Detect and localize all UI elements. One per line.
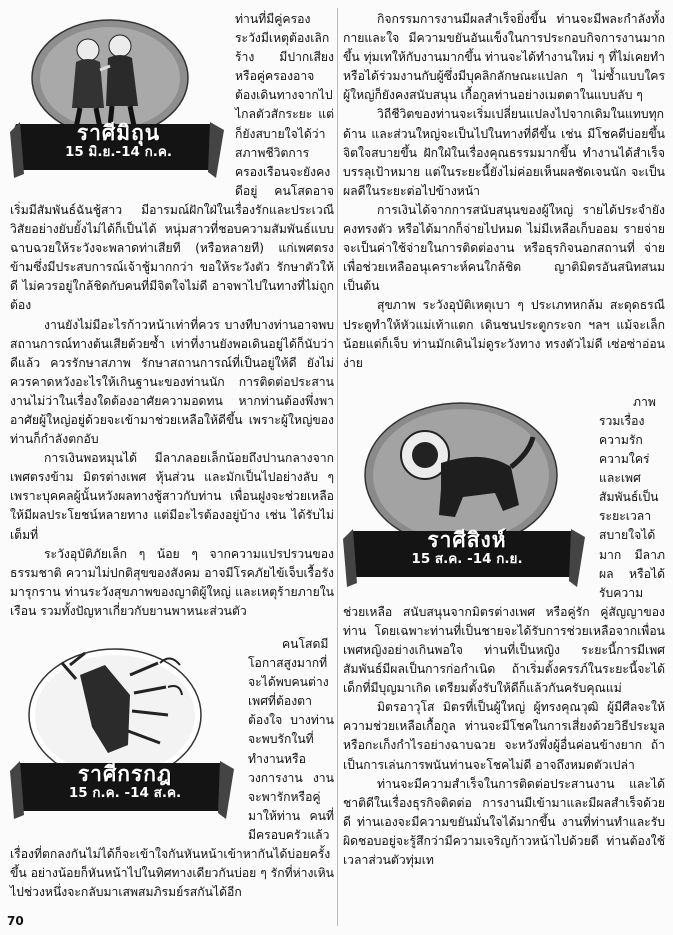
cancer-paragraph-5: สุขภาพ ระวังอุบัติเหตุเบา ๆ ประเภทหกล้ม สะดุดธรณีประตูทำให้หัวแม่เท้าแตก เดินชนประตูกระจก ฯลฯ แม้จะเล็กน้อยแต่ก็เจ็บ ท่านมักเดินไม่ดูระวังทาง ทรงตัวไม่ดี เซ่อซ่าอ่อนง่าย [343, 298, 665, 370]
gemini-sign-name: ราศีมิถุน [76, 121, 161, 145]
cancer-sign-name: ราศีกรกฎ [77, 762, 173, 786]
gemini-paragraph-2: งานยังไม่มีอะไรก้าวหน้าเท่าที่ควร บางทีบางท่านอาจพบสถานการณ์ทางต้นเสียด้วยซ้ำ เท่าที่งานยังพอเดินอยู่ได้ก็นับว่าดีแล้ว ควรรักษาสภาพ รักษาสถานการณ์ที่เป็นอยู่ให้ดี ยังไม่ควรคาดหวังอะไรให้เกินฐานะของท่านนัก การติดต่อประสานงานไม่ว่าในเรื่องใดต้องอาศัยความอดทน หากท่านต้องพึ่งพาอาศัยผู้ใหญ่อยู่ด้วยจะเข้ามาช่วยเหลือให้ดีขึ้น เพราะผู้ใหญ่ของท่านก็กำลังตกอับ [10, 317, 334, 447]
gemini-twins-icon [10, 10, 227, 196]
leo-paragraph-1: ภาพรวมเรื่องความรัก ความใคร่ และเพศสัมพันธ์เป็นระยะเวลาสบายใจได้มาก มีลาภผล หรือได้รับความช่วยเหลือ สนับสนุนจากมิตรต่างเพศ หรือคู่รัก คู่สัญญาของท่าน โดยเฉพาะท่านที่เป็นชายจะได้รับการช่วยเหลือจากเพื่อนเพศหญิงอย่างเกินพอใจ ท่านที่เป็นหญิง ระยะนี้การมีเพศสัมพันธ์มีผลเป็นการก่อกำเนิด ถ้าเริ่มตั้งครรภ์ในระยะนี้จะได้เด็กที่มีบุญมาเกิด เตรียมตั้งรับให้ดีก็แล้วกันครับคุณแม่ [343, 394, 665, 696]
leo-banner [343, 527, 591, 569]
leo-medallion [343, 393, 591, 593]
left-column [10, 10, 334, 902]
right-column [343, 10, 665, 870]
gemini-medallion [10, 10, 227, 196]
cancer-paragraph-2: กิจกรรมการงานมีผลสำเร็จยิ่งขึ้น ท่านจะมีพละกำลังทั้งกายและใจ มีความขยันอันแข็งในการประกอบกิจการงานมากขึ้น ทุ่มเทให้กับงานมากขึ้น ท่านจะได้ทำงานใหม่ ๆ ที่ไม่เคยทำ หรือได้ร่วมงานกับผู้ซึ่งมีบุคลิกลักษณะแปลก ๆ ไม่ซ้ำแบบใคร ผู้ใหญ่ก็ยังคงสนับสนุน เกื้อกูลท่านอย่างเมตตาในแบบลับ ๆ [343, 12, 665, 103]
gemini-sign-dates: 15 มิ.ย.-14 ก.ค. [64, 144, 173, 161]
leo-sign-dates: 15 ส.ค. -14 ก.ย. [411, 550, 523, 567]
column-divider [337, 8, 338, 926]
cancer-banner [10, 762, 240, 803]
gemini-paragraph-3: การเงินพอหมุนได้ มีลาภลอยเล็กน้อยถึงปานกลางจากเพศตรงข้าม มิตรต่างเพศ หุ้นส่วน และมักเป็นไปอย่างลับ ๆ เพราะบุคคลผู้นั้นหวังผลทางชู้สาวกับท่าน เพื่อนฝูงจะช่วยเหลือให้มีผลประโยชน์หลายทาง แต่มีอะไรต้องอยู่บ้าง เช่น ได้รับไม่เต็มที่ [10, 451, 334, 542]
leo-paragraph-3: ท่านจะมีความสำเร็จในการติดต่อประสานงาน และได้ชาติดีในเรื่องธุรกิจติดต่อ การงานมีเข้ามาและมีผลสำเร็จด้วยดี ท่านเองจะมีความขยันมั่นใจได้มากขึ้น งานที่ท่านทำและรับผิดชอบอยู่จะรู้สึกว่ามีความเจริญก้าวหน้าไปด้วยดี ท่านต้องใช้เวลาส่วนตัวทุ่มเท [343, 776, 665, 868]
gemini-paragraph-1: ท่านที่มีคู่ครอง ระวังมีเหตุต้องเลิกร้าง มีปากเสียง หรือคู่ครองอาจต้องเดินทางจากไปไกลตัวสักระยะ แต่ก็ยังสบายใจได้ว่าสภาพชีวิตการครองเรือนจะยังคงดีอยู่ คนโสดอาจเริ่มมีสัมพันธ์ฉันชู้สาว มีอารมณ์ฝักใฝ่ในเรื่องรักและประเวณีวิสัยอย่างยับยั้งไม่ได้ก็เป็นได้ หนุ่มสาวที่ชอบความสัมพันธ์แบบฉาบฉวยให้ระวังจะพลาดท่าเสียที (หรือหลายที) แก่เพศตรงข้ามซึ่งมีประสบการณ์เจ้าชู้มากกว่า ขอให้ระวังตัว รักษาตัวให้ดี ไม่ควรอยู่ใกล้ชิดกับคนที่มีจิตใจไม่ดี อาจพาไปในทางที่ไม่ถูกต้อง [10, 12, 334, 313]
cancer-medallion [10, 635, 240, 831]
cancer-sign-dates: 15 ก.ค. -14 ส.ค. [68, 785, 182, 802]
page-number: 70 [7, 914, 24, 928]
gemini-paragraph-4: ระวังอุบัติภัยเล็ก ๆ น้อย ๆ จากความแปรปรวนของธรรมชาติ ความไม่ปกติสุขของสังคม อาจมีโรคภัยไข้เจ็บเรื้อรังมารุกราน ท่านระวังสุขภาพของญาติผู้ใหญ่ และเหตุร้ายภายในเรือน รวมทั้งปัญหาเกี่ยวกับยานพาหนะส่วนตัว [10, 546, 334, 618]
cancer-paragraph-3: วิถีชีวิตของท่านจะเริ่มเปลี่ยนแปลงไปจากเดิมในแทบทุกด้าน และส่วนใหญ่จะเป็นไปในทางที่ดีขึ้น เช่น มีโชคดีบ่อยขึ้น จิตใจสบายขึ้น ฝักใฝ่ในเรื่องคุณธรรมมากขึ้น ทำงานได้สำเร็จ บรรลุเป้าหมาย แต่ในระยะนี้ยังไม่ค่อยเห็นผลชัดเจนนัก จะเป็นผลดีในระยะต่อไปข้างหน้า [343, 107, 665, 198]
leo-paragraph-2: มิตรอาวุโส มิตรที่เป็นผู้ใหญ่ ผู้ทรงคุณวุฒิ ผู้มีศีลจะให้ความช่วยเหลือเกื้อกูล ท่านจะมีโชคในการเสี่ยงด้วยวิธีประมูล หรือกะเก็งกำไรอย่างฉาบฉวย จะหวังพึ่งผู้อื่นค่อนข้างยาก ถ้าเป็นการเล่นการพนันท่านจะโชคไม่ดี อาจถึงหมดตัวเปล่า [343, 700, 665, 772]
gemini-banner [10, 121, 227, 162]
leo-sign-name: ราศีสิงห์ [427, 527, 507, 552]
cancer-paragraph-1: คนโสดมีโอกาสสูงมากที่จะได้พบคนต่างเพศที่ต้องตาต้องใจ บางท่านจะพบรักในที่ทำงานหรือวงการงาน งานจะพารักหรือคู่มาให้ท่าน คนที่มีครอบครัวแล้ว เรื่องที่ตกลงกันไม่ได้ก็จะเข้าใจกันหันหน้าเข้าหากันได้บ่อยครั้งขึ้น อย่างน้อยก็หันหน้าไปในทิศทางเดียวกันบ่อย ๆ รักที่ห่างเหินไปช่วงหนึ่งจะกลับมาเสพสมภิรมย์รสกันได้อีก [10, 637, 334, 900]
cancer-paragraph-4: การเงินได้จากการสนับสนุนของผู้ใหญ่ รายได้ประจำยังคงทรงตัว หรือได้มากก็จ่ายไปหมด ไม่มีเหลือเก็บออม รายจ่ายจะเป็นค่าใช้จ่ายในการติดต่องาน หรือธุรกิจนอกสถานที่ จ่ายเพื่อช่วยเหลืออนุเคราะห์คนใกล้ชิด ญาติมิตรอันสนิทสนม เป็นต้น [343, 202, 665, 294]
